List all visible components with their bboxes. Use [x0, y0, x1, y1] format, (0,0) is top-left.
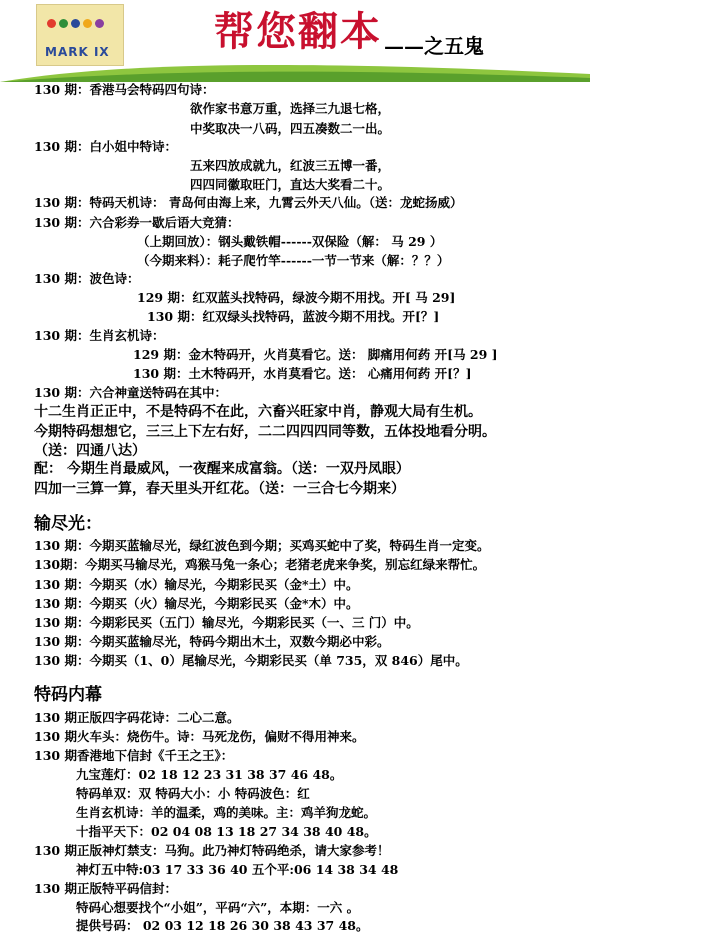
text-line: 129 期：金木特码开，火肖莫看它。送： 脚痛用何药 开[马 29 ] [133, 347, 498, 362]
text-line: 130 期：香港马会特码四句诗： [34, 82, 215, 97]
text-line: 五来四放成就九，红波三五博一番， [190, 158, 391, 173]
text-line: 130 期：六合神童送特码在其中： [34, 385, 227, 400]
text-line: 130 期正版特平码信封： [34, 881, 177, 896]
logo [36, 4, 124, 66]
text-line: 130 期：特码天机诗： 青岛何由海上来，九霄云外天八仙。（送：龙蛇扬威） [34, 195, 463, 210]
text-line: 配： 今期生肖最威风，一夜醒来成富翁。（送：一双丹凤眼） [34, 461, 410, 477]
text-line: 今期特码想想它，三三上下左右好，二二四四四同等数，五体投地看分明。 [34, 424, 496, 440]
text-line: 130 期：今期买（1、0）尾输尽光，今期彩民买（单 735，双 846）尾中。 [34, 653, 468, 668]
logo-dots-icon [47, 13, 107, 32]
section-heading: 特码内幕 [34, 685, 102, 705]
text-line: （今期来料）：耗子爬竹竿------一节一节来（解：？？） [137, 253, 450, 268]
text-line: 130 期正版神灯禁支：马狗。此乃神灯特码绝杀，请大家参考！ [34, 843, 390, 858]
page-title: 帮您翻本 [214, 8, 382, 55]
header-banner [0, 0, 720, 82]
text-line: 130 期：六合彩券一歇后语大竞猜： [34, 215, 240, 230]
text-line: 中奖取决一八码，四五凑数二一出。 [190, 121, 391, 136]
text-line: 130 期：红双绿头找特码，蓝波今期不用找。开[？] [147, 309, 440, 324]
text-line: 130 期：波色诗： [34, 271, 140, 286]
text-line: 九宝莲灯：02 18 12 23 31 38 37 46 48。 [76, 767, 343, 782]
text-line: 十二生肖正正中，不是特码不在此，六畜兴旺家中肖，静观大局有生机。 [34, 404, 482, 420]
text-line: （上期回放）：钢头戴铁帽------双保险（解： 马 29 ） [137, 234, 443, 249]
text-line: 特码单双：双 特码大小：小 特码波色：红 [76, 786, 310, 801]
text-line: 四四同徽取旺门，直达大奖看二十。 [190, 177, 391, 192]
text-line: 提供号码： 02 03 12 18 26 30 38 43 37 48。 [76, 918, 369, 933]
text-line: 130期：今期买马输尽光，鸡猴马兔一条心；老猪老虎来争奖，别忘红绿来帮忙。 [34, 557, 486, 572]
section-heading: 输尽光： [34, 514, 102, 534]
text-line: 130 期：生肖玄机诗： [34, 328, 165, 343]
hill-decoration-icon [0, 60, 590, 82]
text-line: 130 期：今期买（水）输尽光，今期彩民买（金*土）中。 [34, 577, 359, 592]
text-line: 神灯五中特:03 17 33 36 40 五个平:06 14 38 34 48 [76, 862, 399, 877]
text-line: 130 期火车头：烧伤牛。诗：马死龙伤，偏财不得用神来。 [34, 729, 365, 744]
text-line: 130 期正版四字码花诗：二心二意。 [34, 710, 240, 725]
text-line: 十指平天下：02 04 08 13 18 27 34 38 40 48。 [76, 824, 377, 839]
text-line: （送：四通八达） [34, 443, 146, 459]
text-line: 130 期：今期彩民买（五门）输尽光，今期彩民买（一、三 门）中。 [34, 615, 419, 630]
text-line: 130 期香港地下信封《千王之王》： [34, 748, 234, 763]
text-line: 130 期：土木特码开，水肖莫看它。送： 心痛用何药 开[？] [133, 366, 472, 381]
text-line: 130 期：今期买蓝输尽光，绿红波色到今期；买鸡买蛇中了奖，特码生肖一定变。 [34, 538, 490, 553]
text-line: 130 期：白小姐中特诗： [34, 139, 177, 154]
page-subtitle: ——之五鬼 [384, 34, 484, 58]
text-line: 特码心想要找个“小姐”，平码“六”，本期：一六 。 [76, 900, 360, 915]
text-line: 四加一三算一算，春天里头开红花。（送：一三合七今期来） [34, 481, 405, 497]
text-line: 130 期：今期买蓝输尽光，特码今期出木土，双数今期必中彩。 [34, 634, 390, 649]
logo-text: MARK IX [45, 45, 110, 59]
text-line: 欲作家书意万重，选择三九退七格， [190, 101, 391, 116]
text-line: 129 期：红双蓝头找特码，绿波今期不用找。开[ 马 29] [137, 290, 456, 305]
text-line: 130 期：今期买（火）输尽光，今期彩民买（金*木）中。 [34, 596, 359, 611]
text-line: 生肖玄机诗：羊的温柔，鸡的美味。主：鸡羊狗龙蛇。 [76, 805, 377, 820]
